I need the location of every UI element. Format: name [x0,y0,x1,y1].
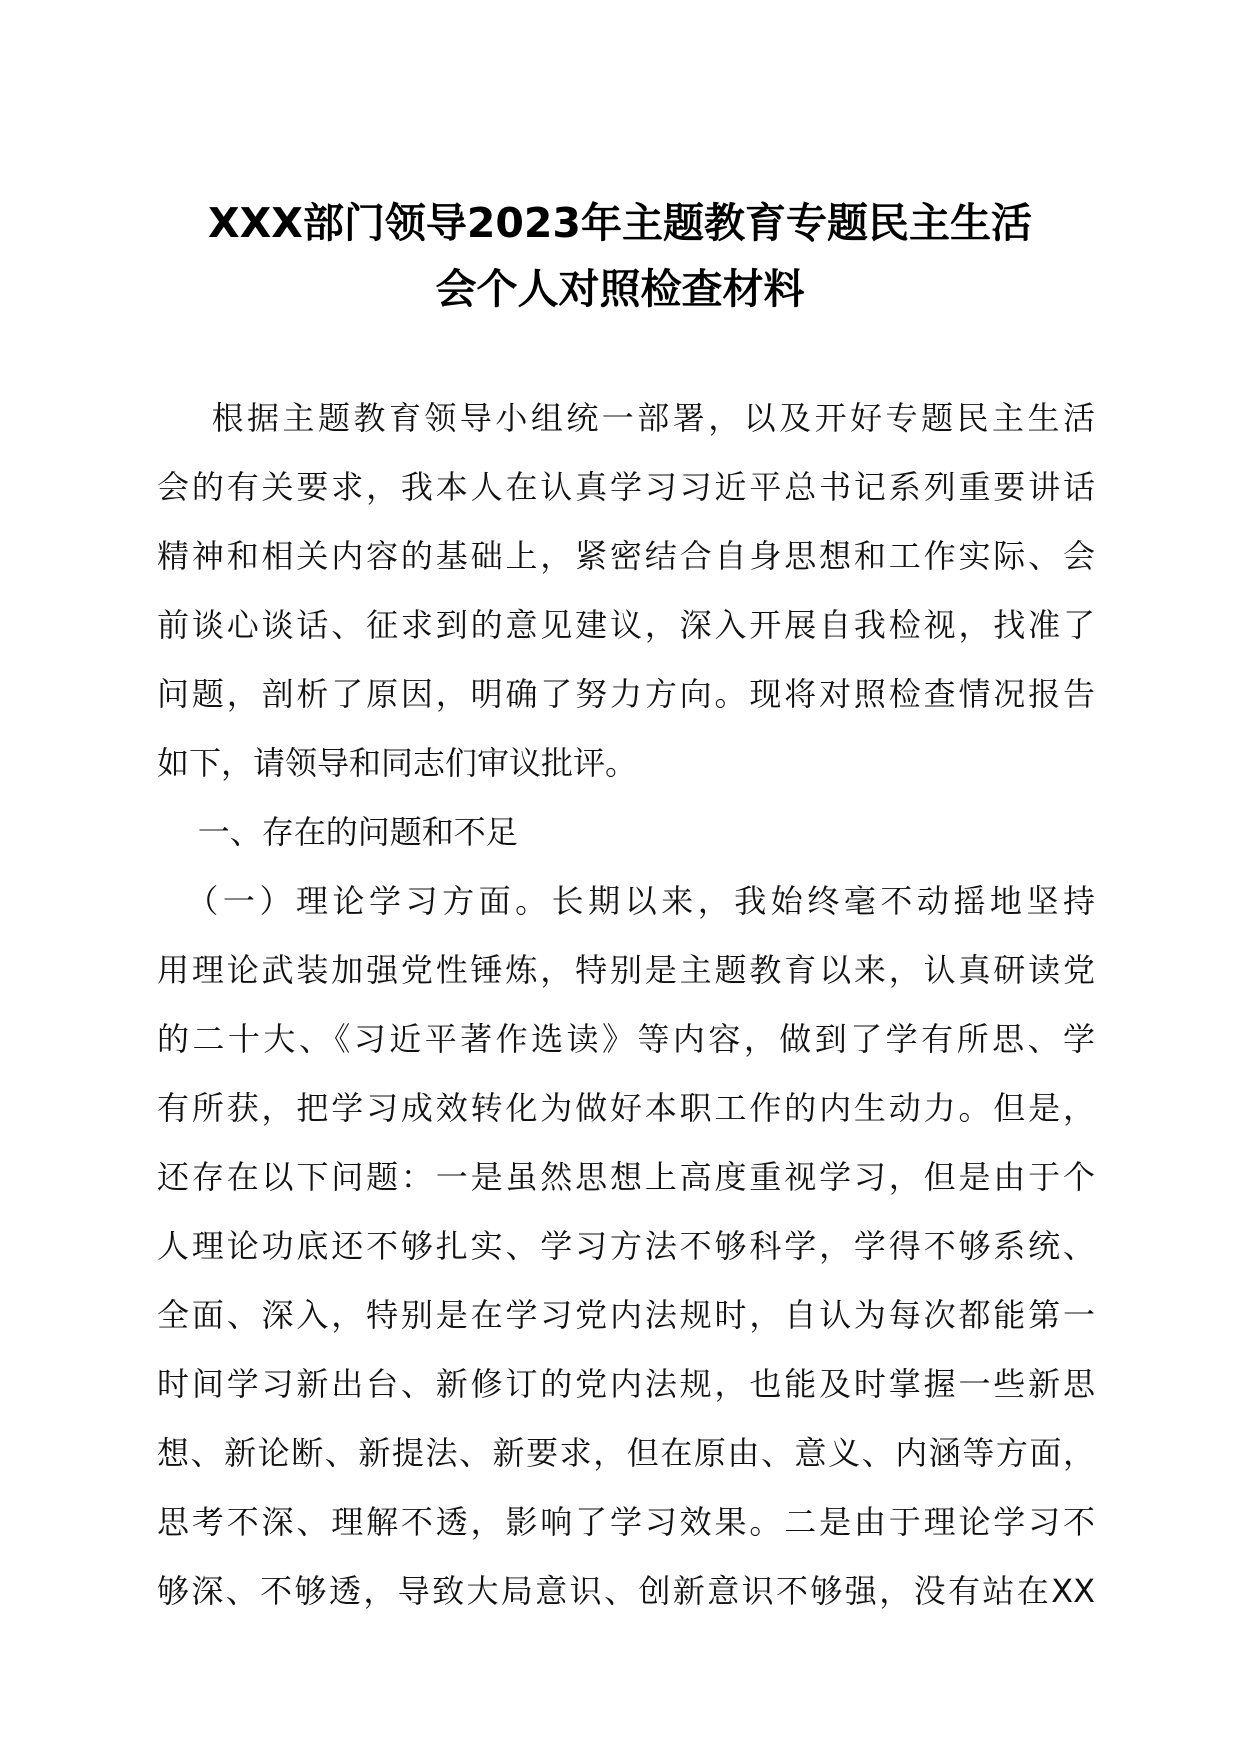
body-line: 前谈心谈话、征求到的意见建议，深入开展自我检视，找准了 [157,606,1095,644]
body-line: 如下，请领导和同志们审议批评。 [157,744,638,782]
body-line: 时间学习新出台、新修订的党内法规，也能及时掌握一些新思 [157,1365,1095,1403]
document-title [130,190,1110,322]
body-line: 人理论功底还不够扎实、学习方法不够科学，学得不够系统、 [157,1227,1095,1265]
section-heading: 一、存在的问题和不足 [157,813,518,851]
body-line: 问题，剖析了原因，明确了努力方向。现将对照检查情况报告 [157,675,1095,713]
body-line: 思考不深、理解不透，影响了学习效果。二是由于理论学习不 [157,1503,1095,1541]
body-line: 精神和相关内容的基础上，紧密结合自身思想和工作实际、会 [157,537,1095,575]
body-line: （一）理论学习方面。长期以来，我始终毫不动摇地坚持 [157,882,1095,920]
body-line: 全面、深入，特别是在学习党内法规时，自认为每次都能第一 [157,1296,1095,1334]
body-line: 想、新论断、新提法、新要求，但在原由、意义、内涵等方面， [157,1434,1095,1472]
body-line: 根据主题教育领导小组统一部署，以及开好专题民主生活 [157,399,1095,437]
title-line-1: XXX部门领导2023年主题教育专题民主生活 [208,199,1032,247]
body-line: 还存在以下问题：一是虽然思想上高度重视学习，但是由于个 [157,1158,1095,1196]
body-line: 会的有关要求，我本人在认真学习习近平总书记系列重要讲话 [157,468,1095,506]
body-line: 有所获，把学习成效转化为做好本职工作的内生动力。但是， [157,1089,1095,1127]
body-line: 的二十大、《习近平著作选读》等内容，做到了学有所思、学 [157,1020,1095,1058]
body-line: 够深、不够透，导致大局意识、创新意识不够强，没有站在XX [157,1572,1095,1610]
document-body [157,384,1095,1626]
body-line: 用理论武装加强党性锤炼，特别是主题教育以来，认真研读党 [157,951,1095,989]
title-line-2: 会个人对照检查材料 [435,265,805,313]
